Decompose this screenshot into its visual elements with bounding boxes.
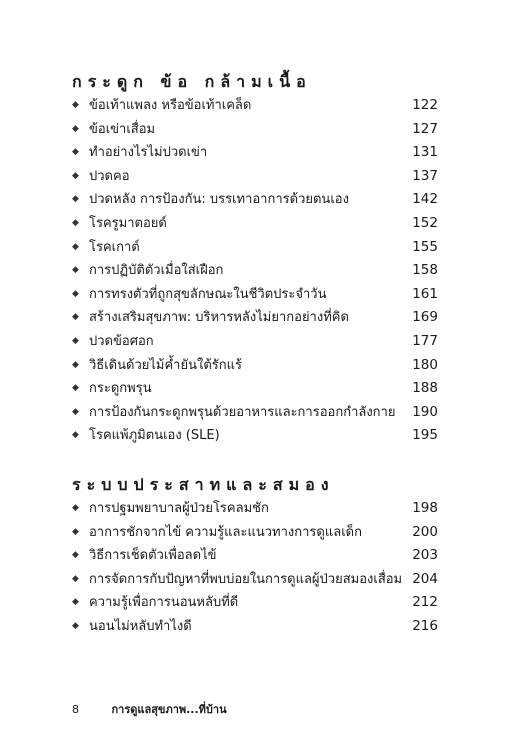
entry-title: โรคแพ้ภูมิตนเอง (SLE) bbox=[89, 428, 220, 444]
diamond-bullet-icon: ◆ bbox=[72, 312, 79, 323]
entry-page-number: 216 bbox=[412, 617, 438, 634]
entry-page-number: 152 bbox=[412, 214, 438, 231]
diamond-bullet-icon: ◆ bbox=[72, 620, 79, 631]
entry-title: ทำอย่างไรไม่ปวดเข่า bbox=[89, 145, 208, 161]
toc-entry bbox=[72, 188, 438, 212]
entry-page-number: 127 bbox=[412, 120, 438, 137]
toc-entry bbox=[72, 118, 438, 142]
entry-title: อาการชักจากไข้ ความรู้และแนวทางการดูแลเด็ก bbox=[89, 524, 362, 540]
diamond-bullet-icon: ◆ bbox=[72, 526, 79, 537]
book-title: การดูแลสุขภาพ...ที่บ้าน bbox=[111, 703, 227, 716]
entry-page-number: 212 bbox=[412, 594, 438, 611]
diamond-bullet-icon: ◆ bbox=[72, 335, 79, 346]
entry-title: วิธีการเช็ดตัวเพื่อลดไข้ bbox=[89, 548, 217, 564]
entry-page-number: 180 bbox=[412, 356, 438, 373]
diamond-bullet-icon: ◆ bbox=[72, 550, 79, 561]
toc-entry bbox=[72, 236, 438, 260]
entry-title: ปวดข้อศอก bbox=[89, 333, 154, 349]
toc-list bbox=[72, 94, 438, 448]
entry-title: การจัดการกับปัญหาที่พบบ่อยในการดูแลผู้ป่วยสมองเสื่อม bbox=[89, 571, 403, 587]
diamond-bullet-icon: ◆ bbox=[72, 359, 79, 370]
diamond-bullet-icon: ◆ bbox=[72, 194, 79, 205]
toc-entry bbox=[72, 212, 438, 236]
entry-title: นอนไม่หลับทำไงดี bbox=[89, 618, 192, 634]
page-number: 8 bbox=[72, 703, 79, 716]
diamond-bullet-icon: ◆ bbox=[72, 241, 79, 252]
toc-entry bbox=[72, 306, 438, 330]
diamond-bullet-icon: ◆ bbox=[72, 383, 79, 394]
entry-title: โรครูมาตอยด์ bbox=[89, 215, 167, 231]
toc-entry bbox=[72, 497, 438, 521]
toc-entry bbox=[72, 615, 438, 639]
entry-page-number: 177 bbox=[412, 332, 438, 349]
toc-entry bbox=[72, 591, 438, 615]
entry-page-number: 161 bbox=[412, 285, 438, 302]
entry-page-number: 155 bbox=[412, 238, 438, 255]
entry-title: การทรงตัวที่ถูกสุขลักษณะในชีวิตประจำวัน bbox=[89, 286, 327, 302]
section-title: กระดูก ข้อ กล้ามเนื้อ bbox=[72, 72, 312, 91]
diamond-bullet-icon: ◆ bbox=[72, 597, 79, 608]
toc-entry bbox=[72, 424, 438, 448]
entry-page-number: 158 bbox=[412, 262, 438, 279]
section-nervous-system bbox=[72, 473, 438, 639]
entry-page-number: 131 bbox=[412, 144, 438, 161]
diamond-bullet-icon: ◆ bbox=[72, 573, 79, 584]
entry-title: กระดูกพรุน bbox=[89, 381, 152, 397]
diamond-bullet-icon: ◆ bbox=[72, 147, 79, 158]
diamond-bullet-icon: ◆ bbox=[72, 503, 79, 513]
section-title: ระบบประสาทและสมอง bbox=[72, 475, 335, 494]
entry-page-number: 137 bbox=[412, 167, 438, 184]
toc-entry bbox=[72, 568, 438, 592]
entry-page-number: 122 bbox=[412, 97, 438, 113]
entry-page-number: 142 bbox=[412, 191, 438, 208]
diamond-bullet-icon: ◆ bbox=[72, 217, 79, 228]
entry-title: การปฏิบัติตัวเมื่อใส่เฝือก bbox=[89, 263, 224, 279]
toc-entry bbox=[72, 544, 438, 568]
entry-title: ปวดหลัง การป้องกัน: บรรเทาอาการด้วยตนเอง bbox=[89, 192, 349, 208]
entry-title: โรคเกาต์ bbox=[89, 239, 140, 255]
entry-title: การป้องกันกระดูกพรุนด้วยอาหารและการออกกำลังกาย bbox=[89, 404, 396, 420]
section-musculoskeletal bbox=[72, 70, 438, 448]
entry-page-number: 190 bbox=[412, 403, 438, 420]
entry-page-number: 198 bbox=[412, 500, 438, 516]
entry-page-number: 169 bbox=[412, 309, 438, 326]
diamond-bullet-icon: ◆ bbox=[72, 100, 79, 110]
toc-entry bbox=[72, 165, 438, 189]
toc-entry bbox=[72, 283, 438, 307]
entry-page-number: 195 bbox=[412, 427, 438, 444]
entry-page-number: 200 bbox=[412, 523, 438, 540]
entry-title: วิธีเดินด้วยไม้ค้ำยันใต้รักแร้ bbox=[89, 357, 242, 373]
toc-entry bbox=[72, 141, 438, 165]
entry-title: สร้างเสริมสุขภาพ: บริหารหลังไม่ยากอย่างที่คิด bbox=[89, 310, 349, 326]
toc-entry bbox=[72, 94, 438, 118]
toc-entry bbox=[72, 354, 438, 378]
entry-title: ข้อเข่าเสื่อม bbox=[89, 121, 156, 137]
page-footer bbox=[72, 700, 227, 718]
diamond-bullet-icon: ◆ bbox=[72, 265, 79, 276]
diamond-bullet-icon: ◆ bbox=[72, 406, 79, 417]
toc-entry bbox=[72, 521, 438, 545]
entry-title: ปวดคอ bbox=[89, 168, 130, 184]
entry-page-number: 203 bbox=[412, 547, 438, 564]
diamond-bullet-icon: ◆ bbox=[72, 123, 79, 134]
toc-entry bbox=[72, 330, 438, 354]
toc-list bbox=[72, 497, 438, 639]
toc-entry bbox=[72, 259, 438, 283]
toc-entry bbox=[72, 377, 438, 401]
entry-title: การปฐมพยาบาลผู้ป่วยโรคลมชัก bbox=[89, 501, 269, 516]
entry-page-number: 204 bbox=[412, 570, 438, 587]
toc-entry bbox=[72, 401, 438, 425]
diamond-bullet-icon: ◆ bbox=[72, 288, 79, 299]
diamond-bullet-icon: ◆ bbox=[72, 170, 79, 181]
entry-title: ข้อเท้าแพลง หรือข้อเท้าเคล็ด bbox=[89, 98, 252, 113]
entry-page-number: 188 bbox=[412, 380, 438, 397]
diamond-bullet-icon: ◆ bbox=[72, 430, 79, 441]
entry-title: ความรู้เพื่อการนอนหลับที่ดี bbox=[89, 595, 239, 611]
